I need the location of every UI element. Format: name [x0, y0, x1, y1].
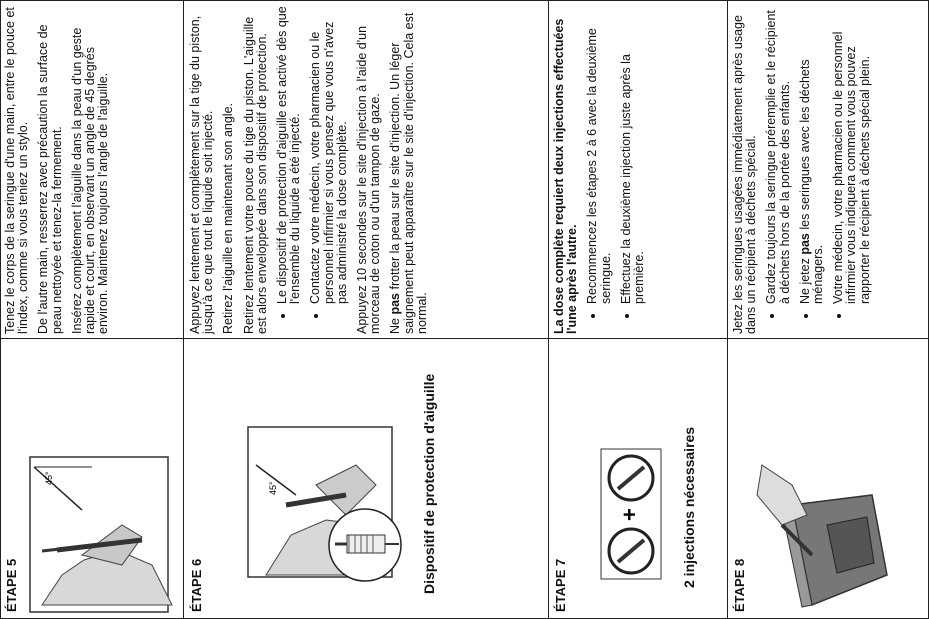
step5-angle-label: 45°	[44, 471, 54, 485]
step7-heading-text: La dose complète requiert deux injections effectuées l'une après l'autre.	[552, 18, 580, 334]
step8-bullet-1	[765, 6, 791, 304]
plus-sign: +	[617, 508, 642, 521]
step6-label: ÉTAPE 6	[189, 558, 204, 612]
column-divider	[727, 0, 728, 619]
step5-para-3: Insérez complètement l'aiguille dans la peau d'un geste rapide et court, en observant un angle de 45 degrés environ. Maintenez toujours l'angle de l'aiguille.	[69, 27, 111, 334]
step6-caption: Dispositif de protection d'aiguille	[421, 373, 437, 594]
table-border-top	[0, 0, 929, 1]
step6-bullet-1: • Le dispositif de protection d'aiguille est activé dès que l'ensemble du liquide a été injecté.	[276, 6, 302, 304]
step7-bullets	[586, 6, 646, 334]
step6-para-1: Appuyez lentement et complètement sur la tige du piston, jusqu'à ce que tout le liquide soit injecté.	[188, 15, 216, 334]
step5-text	[4, 6, 180, 334]
step7-heading	[553, 6, 579, 334]
step6-text	[189, 6, 544, 334]
table-border-left	[0, 0, 1, 619]
step8-bullet-3	[832, 6, 872, 304]
two-syringes-illustration	[600, 448, 662, 580]
step5-para-1: Tenez le corps de la seringue d'une main, entre le pouce et l'index, comme si vous teniez un stylo.	[3, 7, 31, 334]
step7-bullet-2: • Effectuez la deuxième injection juste après la première.	[620, 6, 646, 304]
step6-para-5	[389, 6, 429, 334]
step8-bullet-2	[799, 6, 825, 304]
step7-text	[553, 6, 725, 334]
column-divider	[183, 0, 184, 619]
step8-label: ÉTAPE 8	[732, 558, 747, 612]
step6-para-4: Appuyez 10 secondes sur le site d'injection à l'aide d'un morceau de coton ou d'un tampon de gaze.	[355, 25, 383, 334]
step8-bullet-2-post: les seringues avec les déchets ménagers.	[797, 59, 826, 304]
sharps-container-illustration	[752, 455, 894, 615]
needle-guard-detail-icon	[325, 505, 405, 585]
step5-label: ÉTAPE 5	[4, 558, 19, 612]
step8-bullet-2-pre: Ne jetez	[797, 254, 812, 304]
step8-bullets	[765, 6, 871, 334]
step8-text	[732, 6, 922, 334]
step5-para-2: De l'autre main, resserrez avec précaution la surface de peau nettoyée et tenez-la fermement.	[36, 24, 64, 334]
step6-bullet-2: • Contactez votre médecin, votre pharmacien ou le personnel infirmier si vous pensez que vous n'avez pas administré la dose complète.	[309, 6, 349, 304]
step7-bullet-1: • Recommencez les étapes 2 à 6 avec la deuxième seringue.	[586, 6, 612, 304]
step6-para-3: Retirez lentement votre pouce du tige du piston. L'aiguille est alors enveloppée dans son dispositif de protection.	[241, 16, 269, 334]
step7-label: ÉTAPE 7	[553, 558, 568, 612]
step8-bullet-3-text: Votre médecin, votre pharmacien ou le personnel infirmier vous indiquera comment vous pouvez rapporter le récipient à déchets spécial plein.	[831, 31, 872, 304]
step6-bullets	[276, 6, 349, 334]
step6-para-5-bold: pas	[388, 293, 403, 315]
step6-angle-label: 45°	[268, 481, 278, 495]
step5-illustration	[22, 455, 182, 615]
step8-bullet-1-text: Gardez toujours la seringue préremplie et le récipient à déchets hors de la portée des enfants.	[764, 10, 792, 304]
row-divider	[0, 338, 929, 339]
step6-para-2: Retirez l'aiguille en maintenant son angle.	[221, 103, 236, 334]
column-divider	[548, 0, 549, 619]
step8-bullet-2-bold: pas	[797, 233, 812, 255]
step6-para-5-post: frotter la peau sur le site d'injection. Un léger saignement peut apparaître sur le site d'injection. Cela est normal.	[388, 12, 429, 334]
step8-intro: Jetez les seringues usagées immédiatement après usage dans un récipient à déchets spécial.	[731, 15, 759, 334]
step6-para-5-pre: Ne	[388, 314, 403, 334]
step7-caption: 2 injections nécessaires	[681, 426, 697, 588]
